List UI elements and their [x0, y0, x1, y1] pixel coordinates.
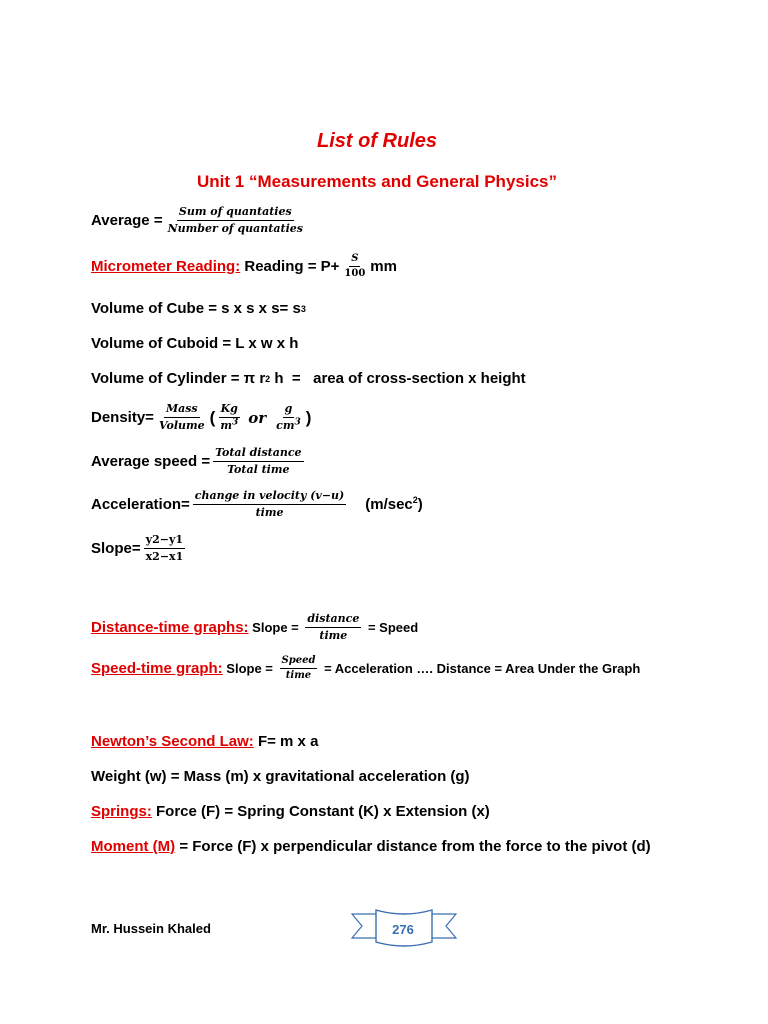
acceleration-fraction [193, 489, 346, 520]
micrometer-rule [91, 253, 397, 280]
acceleration-rule [91, 489, 423, 520]
density-label: Density= [91, 409, 154, 426]
distance-time-text-a: Slope = [248, 620, 303, 635]
author-name: Mr. Hussein Khaled [91, 921, 211, 936]
distance-time-fraction [305, 612, 361, 643]
density-denominator: Volume [158, 419, 205, 432]
unit-heading: Unit 1 “Measurements and General Physics” [197, 172, 557, 191]
micrometer-denominator: 100 [344, 268, 366, 279]
weight-text: Weight (w) = Mass (m) x gravitational acceleration (g) [91, 768, 470, 785]
slope-rule [91, 533, 188, 564]
density-unit-g-fraction [274, 402, 303, 433]
micrometer-fraction [342, 253, 367, 280]
acceleration-unit: $(m/\sec^2)$ [365, 495, 423, 513]
speed-time-text-b: = Acceleration …. Distance = Area Under the Graph [320, 661, 641, 676]
slope-denominator: x2−x1 [145, 550, 184, 563]
distance-time-numerator: distance [305, 612, 361, 628]
weight-rule [91, 768, 470, 785]
slope-numerator: y2−y1 [144, 533, 185, 549]
average-speed-rule [91, 446, 307, 477]
speed-time-numerator: Speed [280, 655, 318, 669]
average-label: Average = [91, 212, 163, 229]
density-unit-kg-numerator: Kg [219, 402, 240, 418]
speed-time-denominator: time [285, 670, 312, 681]
average-rule [91, 205, 308, 236]
density-close-paren: ) [305, 407, 312, 427]
springs-rule [91, 803, 490, 820]
springs-text: Force (F) = Spring Constant (K) x Extension (x) [151, 803, 490, 820]
slope-fraction [144, 533, 186, 564]
average-numerator: Sum of quantaties [177, 205, 294, 221]
distance-time-label: Distance-time graphs: [91, 619, 249, 636]
density-unit-kg-denominator: $m^3$ [220, 417, 239, 432]
moment-text: = Force (F) x perpendicular distance from the force to the pivot (d) [175, 838, 651, 855]
speed-time-label: Speed-time graph: [91, 660, 223, 677]
micrometer-label: Micrometer Reading: [91, 258, 241, 275]
micrometer-text: Reading = P+ [244, 258, 340, 275]
acceleration-label: Acceleration= [91, 496, 190, 513]
acceleration-denominator: time [255, 506, 284, 519]
cuboid-text: Volume of Cuboid = L x w x h [91, 335, 299, 352]
distance-time-text-b: = Speed [364, 620, 419, 635]
cube-rule: Volume of Cube = s x s x s= s 3 [91, 300, 306, 317]
density-numerator: Mass [164, 402, 200, 418]
density-unit-kg-fraction [218, 402, 240, 433]
newton-label: Newton’s Second Law: [91, 733, 254, 750]
average-speed-numerator: Total distance [213, 446, 303, 462]
micrometer-numerator: S [349, 253, 360, 267]
distance-time-rule [91, 612, 418, 643]
newton-rule [91, 733, 318, 750]
speed-time-text-a: Slope = [222, 661, 277, 676]
moment-rule [91, 838, 651, 855]
average-denominator: Number of quantaties [167, 222, 303, 235]
average-speed-label: Average speed = [91, 453, 211, 470]
cylinder-text-a: Volume of Cylinder = π r [91, 370, 266, 387]
cube-text: Volume of Cube = s x s x s= s [91, 300, 301, 317]
cylinder-rule: Volume of Cylinder = π r 2 h = area of cross-section x height [91, 370, 526, 387]
page-title: List of Rules [316, 130, 437, 152]
distance-time-denominator: time [319, 629, 348, 642]
density-fraction [157, 402, 207, 433]
springs-label: Springs: [91, 803, 152, 820]
speed-time-rule [91, 655, 640, 682]
density-or: or [248, 408, 267, 427]
average-speed-fraction [213, 446, 303, 477]
cuboid-rule [91, 335, 298, 352]
newton-text: F= m x a [253, 733, 319, 750]
density-unit-g-denominator: $cm^3$ [276, 417, 301, 432]
moment-label: Moment (M) [91, 838, 176, 855]
page-number: 276 [392, 922, 414, 937]
density-unit-g-numerator: g [283, 402, 295, 418]
micrometer-unit: mm [370, 258, 397, 275]
cylinder-text-b: h = area of cross-section x height [270, 370, 526, 387]
density-rule [91, 402, 311, 433]
speed-time-fraction [280, 655, 318, 682]
slope-label: Slope= [91, 540, 141, 557]
average-speed-denominator: Total time [227, 463, 290, 476]
acceleration-numerator: change in velocity (v−u) [193, 489, 346, 505]
density-open-paren: ( [209, 407, 216, 427]
average-fraction [166, 205, 305, 236]
